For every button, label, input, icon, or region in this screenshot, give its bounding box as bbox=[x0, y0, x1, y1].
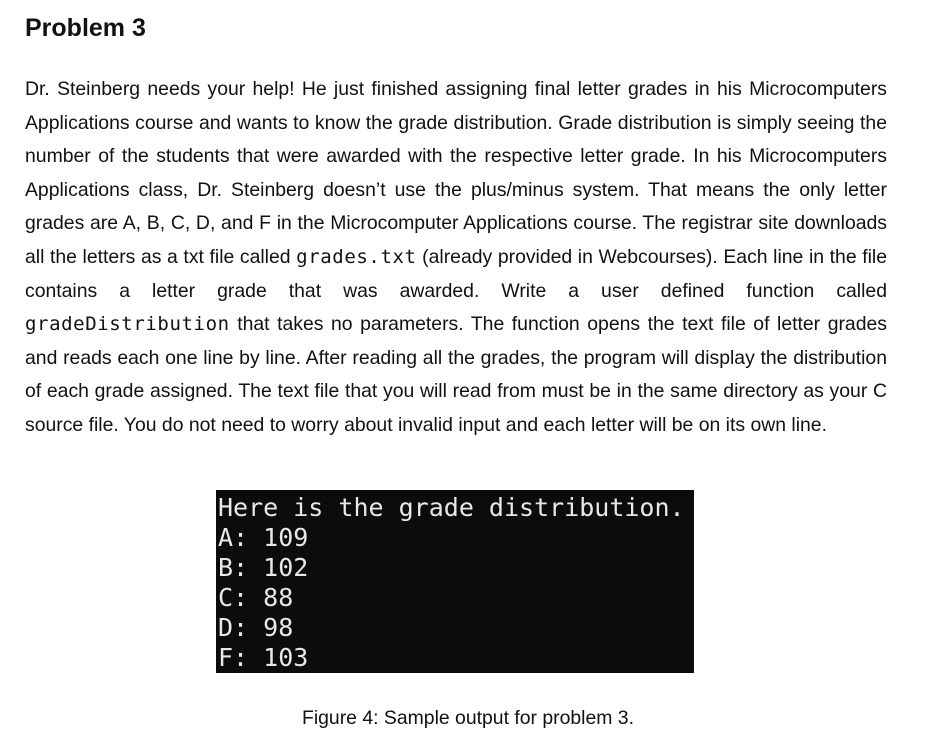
terminal-output-line-c: C: 88 bbox=[218, 583, 294, 612]
sample-output-terminal bbox=[216, 490, 694, 673]
function-name-code: gradeDistribution bbox=[25, 313, 230, 336]
terminal-header-line: Here is the grade distribution. bbox=[218, 493, 685, 522]
problem-heading: Problem 3 bbox=[25, 14, 146, 42]
terminal-output-line-f: F: 103 bbox=[218, 643, 309, 672]
figure-caption: Figure 4: Sample output for problem 3. bbox=[302, 707, 634, 729]
filename-code: grades.txt bbox=[296, 245, 417, 268]
terminal-output-line-a: A: 109 bbox=[218, 523, 309, 552]
description-text-part-1: Dr. Steinberg needs your help! He just finished assigning final letter grades in his Microcomputers Applications course and wants to know the grade distribution. Grade distribution is simply seeing the number of the students that were awarded with the respective letter grade. In his Microcomputers Applications class, Dr. Steinberg doesn’t use the plus/minus system. That means the only letter grades are A, B, C, D, and F in the Microcomputer Applications course. The registrar site downloads all the letters as a txt file called bbox=[25, 78, 887, 268]
description-text-part-3: that takes no parameters. The function opens the text file of letter grades and reads each one line by line. After reading all the grades, the program will display the distribution of each grade assigned. The text file that you will read from must be in the same directory as your C source file. You do not need to worry about invalid input and each letter will be on its own line. bbox=[25, 313, 887, 436]
terminal-output-line-d: D: 98 bbox=[218, 613, 294, 642]
terminal-output-line-b: B: 102 bbox=[218, 553, 309, 582]
problem-description bbox=[25, 73, 887, 443]
description-text-part-2: (already provided in Webcourses). Each line in the file contains a letter grade that was awarded. Write a user defined function called bbox=[25, 245, 887, 302]
